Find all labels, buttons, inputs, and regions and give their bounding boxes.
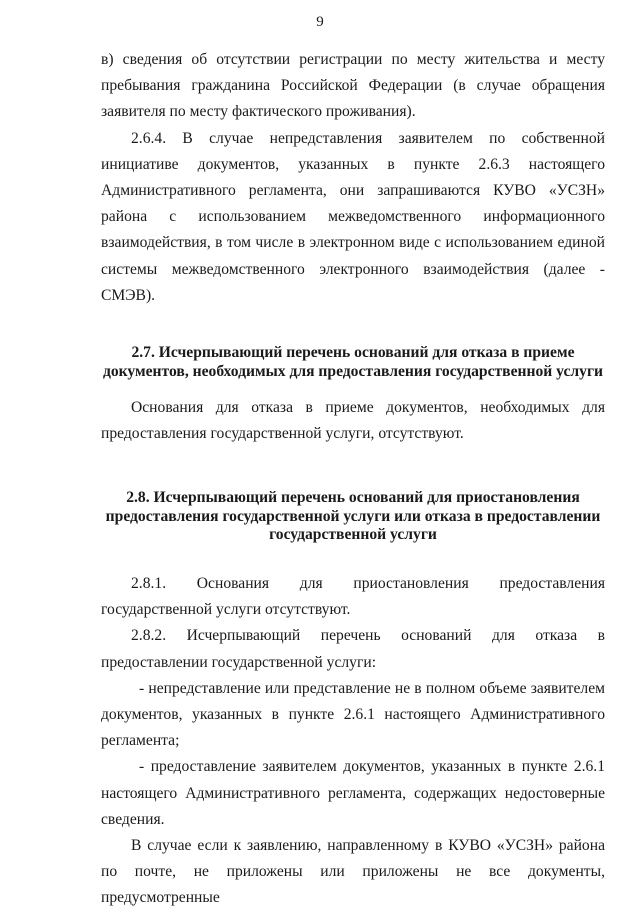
- paragraph-2-8-1: 2.8.1. Основания для приостановления предоставления государственной услуги отсутствуют.: [101, 574, 605, 619]
- list-item-2: - предоставление заявителем документов, указанных в пункте 2.6.1 настоящего Административного регламента, содержащих недостоверные сведения.: [101, 758, 605, 828]
- document-body: [101, 47, 605, 912]
- section-heading-2-7: 2.7. Исчерпывающий перечень оснований для отказа в приеме документов, необходимых для предоставления государственной услуги: [102, 344, 604, 380]
- spacer: [101, 309, 605, 344]
- spacer: [101, 381, 605, 395]
- paragraph-2-6-4: 2.6.4. В случае непредставления заявителем по собственной инициативе документов, указанных в пункте 2.6.3 настоящего Административного регламента, они запрашиваются КУВО «УСЗН» района с использованием межведомственного информационного взаимодействия, в том числе в электронном виде с использованием единой системы межведомственного электронного взаимодействия (далее - СМЭВ).: [101, 129, 605, 304]
- spacer: [101, 447, 605, 489]
- section-heading-2-8: 2.8. Исчерпывающий перечень оснований для приостановления предоставления государственной услуги или отказа в предоставлении государственной услуги: [105, 489, 601, 544]
- paragraph-2-8-2: 2.8.2. Исчерпывающий перечень оснований для отказа в предоставлении государственной услуги:: [101, 627, 605, 671]
- spacer: [101, 545, 605, 571]
- page-number: 9: [316, 14, 324, 30]
- paragraph-intro-v: в) сведения об отсутствии регистрации по месту жительства и месту пребывания гражданина Российской Федерации (в случае обращения заявителя по месту фактического проживания).: [101, 51, 605, 121]
- list-item-1: - непредставление или представление не в полном объеме заявителем документов, указанных в пункте 2.6.1 настоящего Административного регламента;: [101, 679, 605, 750]
- paragraph-mail: В случае если к заявлению, направленному в КУВО «УСЗН» района по почте, не приложены или приложены не все документы, предусмотренные: [101, 836, 605, 907]
- paragraph-2-7-text: Основания для отказа в приеме документов, необходимых для предоставления государственной услуги, отсутствуют.: [101, 399, 605, 443]
